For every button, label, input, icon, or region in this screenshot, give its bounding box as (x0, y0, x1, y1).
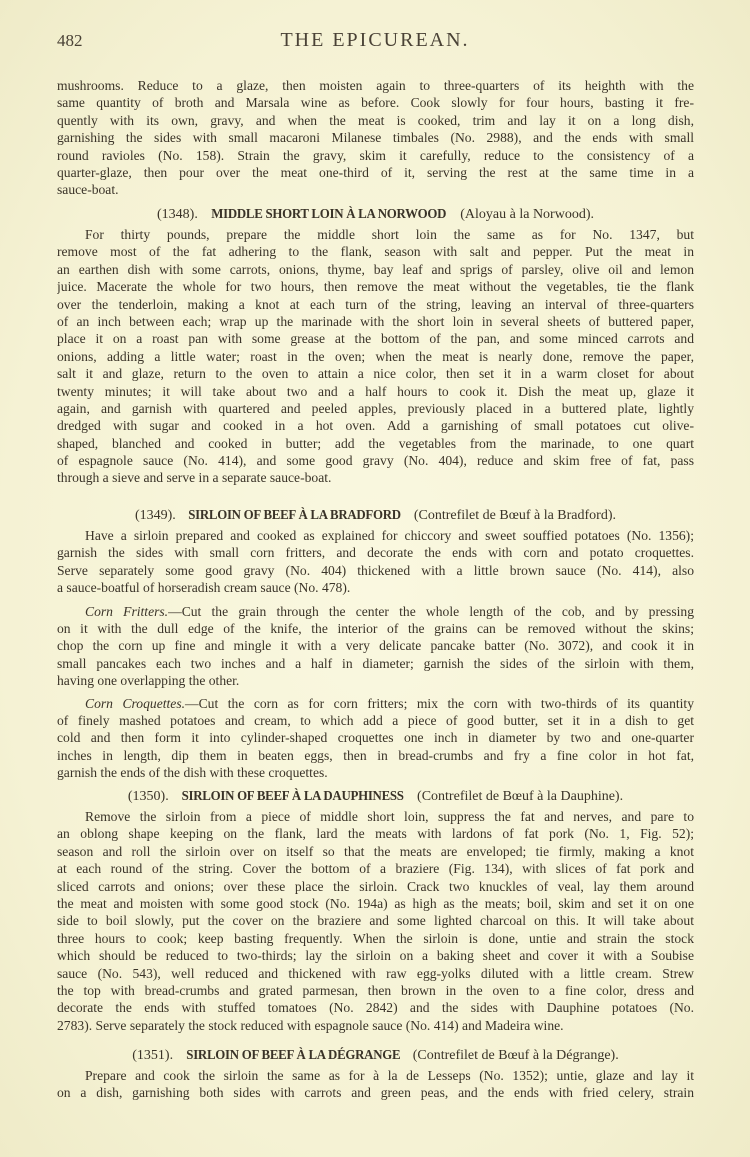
text-line (57, 729, 694, 746)
line-text: round ravioles (No. 158). Strain the gravy, skim it carefully, reduce to the consistency of a (57, 147, 694, 163)
line-text: on a dish, garnishing both sides with carrots and green peas, and the ends with fried celery, strain (57, 1085, 694, 1101)
line-text: three hours to cook; keep basting frequently. When the sirloin is done, untie and strain the stock (57, 930, 694, 946)
text-line (57, 825, 694, 842)
line-text: of an inch between each; wrap up the marinade with the short loin in several sheets of buttered paper, (57, 313, 694, 329)
text-line (57, 655, 694, 672)
text-line (57, 620, 694, 637)
line-text: quarter-glaze, then pour over the meat one-third of it, serving the rest at the same time in a (57, 164, 694, 180)
text-line (57, 400, 694, 417)
line-text: Remove the sirloin from a piece of middle short loin, suppress the fat and nerves, and pare to (85, 809, 694, 824)
line-text: at each round of the string. Cover the bottom of a braziere (Fig. 134), with slices of fat pork and (57, 861, 694, 877)
text-line (57, 348, 694, 365)
paragraph (57, 695, 694, 782)
text-line (57, 1084, 694, 1101)
paragraph (57, 527, 694, 597)
line-text: small pancakes each two inches and a half in diameter; garnish the sides of the sirloin with them, (57, 655, 694, 671)
recipe-heading (57, 786, 694, 808)
paragraph (57, 603, 694, 690)
text-line (57, 452, 694, 469)
recipe-french-title: (Contrefilet de Bœuf à la Dégrange). (412, 1048, 619, 1063)
line-text: salt it and glaze, return to the oven to attain a nice color, then set it in a warm closet for about (57, 366, 694, 382)
line-text: sauce-boat. (57, 182, 119, 198)
line-text: juice. Macerate the whole for two hours, then remove the meat without the vegetables, tie the flank (57, 279, 694, 295)
line-text: side to boil slowly, put the cover on the braziere and some lighted charcoal on this. It will take about (57, 913, 694, 929)
line-text: inches in length, dip them in beaten eggs, then in bread-crumbs and fry a fine color in hot fat, (57, 747, 694, 763)
text-line (57, 296, 694, 313)
line-text: garnish the sides with small corn fritters, and decorate the ends with corn and potato croquettes. (57, 545, 694, 561)
line-text: sauce (No. 543), well reduced and thickened with raw egg-yolks diluted with a little cream. Strew (57, 965, 694, 981)
paragraph (57, 1067, 694, 1102)
line-text: over the tenderloin, making a knot at each turn of the string, leaving an interval of three-quarters (57, 296, 694, 312)
text-line (57, 1067, 694, 1084)
text-line (57, 365, 694, 382)
text-line (57, 469, 694, 486)
text-line (57, 527, 694, 544)
text-line (57, 562, 694, 579)
text-line (57, 982, 694, 999)
line-text: on it with the dull edge of the knife, the interior of the grains can be removed without the skins; (57, 620, 694, 636)
text-line (57, 94, 694, 111)
line-text: twenty minutes; it will take about two and a half hours to cook it. Dish the meat up, glaze it (57, 383, 694, 399)
text-line (57, 243, 694, 260)
line-text: mushrooms. Reduce to a glaze, then moisten again to three-quarters of its heighth with the (57, 78, 694, 93)
line-text: For thirty pounds, prepare the middle short loin the same as for No. 1347, but (85, 227, 694, 242)
text-line (57, 77, 694, 94)
paragraph (57, 226, 694, 487)
text-line (57, 860, 694, 877)
recipe-title: SIRLOIN OF BEEF À LA DÉGRANGE (185, 1048, 400, 1063)
line-text: Have a sirloin prepared and cooked as explained for chiccory and sweet souffied potatoes (No. 1356); (85, 528, 694, 543)
line-text: shaped, blanched and cooked in butter; add the vegetables from the marinade, to one quart (57, 435, 694, 451)
line-text: the meat and moisten with some good stock (No. 194a) as high as the meats; boil, skim and set it on one (57, 895, 694, 911)
text-line (57, 383, 694, 400)
recipe-heading (57, 204, 694, 226)
line-text: same quantity of broth and Marsala wine as before. Cook slowly for four hours, basting it fre- (57, 95, 694, 111)
recipe-number: (1350). (127, 789, 169, 804)
text-line (57, 695, 694, 712)
text-line (57, 672, 694, 689)
line-text: season and roll the sirloin over on itself so that the meats are enveloped; tie firmly, making a knot (57, 843, 694, 859)
recipe-french-title: (Aloyau à la Norwood). (460, 207, 594, 222)
text-line (57, 930, 694, 947)
recipe-title: SIRLOIN OF BEEF À LA BRADFORD (188, 508, 402, 523)
recipe-number: (1348). (157, 207, 198, 222)
line-text: 2783). Serve separately the stock reduced with espagnole sauce (No. 414) and Madeira wine. (57, 1017, 564, 1033)
line-text: of finely mashed potatoes and cream, to which add a piece of good butter, set it in a dish to get (57, 712, 694, 728)
text-line (57, 164, 694, 181)
line-text: garnish the ends of the dish with these croquettes. (57, 765, 328, 781)
text-line (57, 417, 694, 434)
text-line (57, 895, 694, 912)
text-line (57, 947, 694, 964)
text-line (57, 112, 694, 129)
line-text: an oblong shape keeping on the flank, lard the meats with lardons of fat pork (No. 1, Fig. 52); (57, 826, 694, 842)
line-text: of espagnole sauce (No. 414), and some good gravy (No. 404), reduce and skim free of fat, pass (57, 453, 694, 469)
line-text: decorate the ends with stuffed tomatoes (No. 2842) and the sides with Dauphine potatoes (No. (57, 1000, 694, 1016)
line-text: garnishing the sides with small macaroni Milanese timbales (No. 2988), and the ends with small (57, 130, 694, 146)
text-line (57, 603, 694, 620)
line-text: Serve separately some good gravy (No. 404) thickened with a little brown sauce (No. 414), also (57, 562, 694, 578)
text-line (57, 808, 694, 825)
text-line (57, 712, 694, 729)
line-text: remove most of the fat adhering to the flank, season with salt and pepper. Put the meat in (57, 244, 694, 260)
line-text: —Cut the grain through the center the whole length of the cob, and by pressing (168, 603, 694, 619)
text-line (57, 261, 694, 278)
paragraph (57, 808, 694, 1034)
recipe-number: (1349). (134, 508, 176, 523)
text-line (57, 999, 694, 1016)
text-line (57, 181, 694, 198)
text-line (57, 1017, 694, 1034)
text-line (57, 912, 694, 929)
page-number: 482 (57, 31, 83, 50)
text-line (57, 278, 694, 295)
recipe-heading (57, 1045, 694, 1067)
line-text: sliced carrots and onions; over these place the sirloin. Crack two knuckles of veal, lay them around (57, 878, 694, 894)
subheading-lead: Corn Fritters. (85, 603, 169, 619)
text-line (57, 435, 694, 452)
line-text: again, and garnish with quartered and peeled apples, previously placed in a buttered plate, lightly (57, 400, 694, 416)
line-text: Prepare and cook the sirloin the same as for à la de Lesseps (No. 1352); untie, glaze and lay it (85, 1068, 694, 1083)
line-text: a sauce-boatful of horseradish cream sauce (No. 478). (57, 580, 351, 596)
line-text: an earthen dish with some carrots, onions, thyme, bay leaf and sprigs of parsley, olive oil and lemon (57, 261, 694, 277)
text-line (57, 579, 694, 596)
line-text: place it on a roast pan with some grease at the bottom of the pan, and some minced carrots and (57, 331, 694, 347)
text-line (57, 637, 694, 654)
recipe-french-title: (Contrefilet de Bœuf à la Dauphine). (417, 789, 624, 804)
section-continuation (57, 77, 694, 199)
line-text: cold and then form it into cylinder-shaped croquettes one inch in diameter by two and one-quarter (57, 730, 694, 746)
text-line (57, 226, 694, 243)
text-line (57, 764, 694, 781)
recipe-1349 (57, 505, 694, 781)
text-line (57, 965, 694, 982)
line-text: having one overlapping the other. (57, 673, 240, 689)
recipe-1351 (57, 1045, 694, 1102)
text-line (57, 313, 694, 330)
recipe-heading (57, 505, 694, 527)
recipe-title: SIRLOIN OF BEEF À LA DAUPHINESS (181, 789, 404, 804)
line-text: which should be reduced to two-thirds; lay the sirloin on a baking sheet and cover it with a Soubise (57, 948, 694, 964)
line-text: onions, adding a little water; roast in the oven; when the meat is nearly done, remove the paper, (57, 348, 694, 364)
recipe-number: (1351). (132, 1048, 174, 1063)
text-line (57, 747, 694, 764)
text-line (57, 544, 694, 561)
text-line (57, 878, 694, 895)
line-text: chop the corn up fine and mingle it with a very delicate pancake batter (No. 3072), and cook it in (57, 638, 694, 654)
text-line (57, 843, 694, 860)
text-line (57, 129, 694, 146)
line-text: through a sieve and serve in a separate sauce-boat. (57, 470, 332, 486)
line-text: —Cut the corn as for corn fritters; mix the corn with two-thirds of its quantity (185, 695, 694, 711)
recipe-1348 (57, 204, 694, 487)
text-line (57, 147, 694, 164)
text-line (57, 330, 694, 347)
subheading-lead: Corn Croquettes. (85, 695, 186, 711)
recipe-title: MIDDLE SHORT LOIN À LA NORWOOD (211, 207, 447, 222)
line-text: dredged with sugar and cooked in a hot oven. Add a garnishing of small potatoes cut olive- (57, 418, 694, 434)
line-text: the top with bread-crumbs and grated parmesan, then brown in the oven to a fine color, dress and (57, 982, 694, 998)
paragraph (57, 77, 694, 199)
running-title: THE EPICUREAN. (280, 29, 470, 51)
recipe-1350 (57, 786, 694, 1034)
recipe-french-title: (Contrefilet de Bœuf à la Bradford). (413, 508, 616, 523)
line-text: quently with its own, gravy, and when the meat is cooked, trim and lay it on a long dish, (57, 112, 694, 128)
